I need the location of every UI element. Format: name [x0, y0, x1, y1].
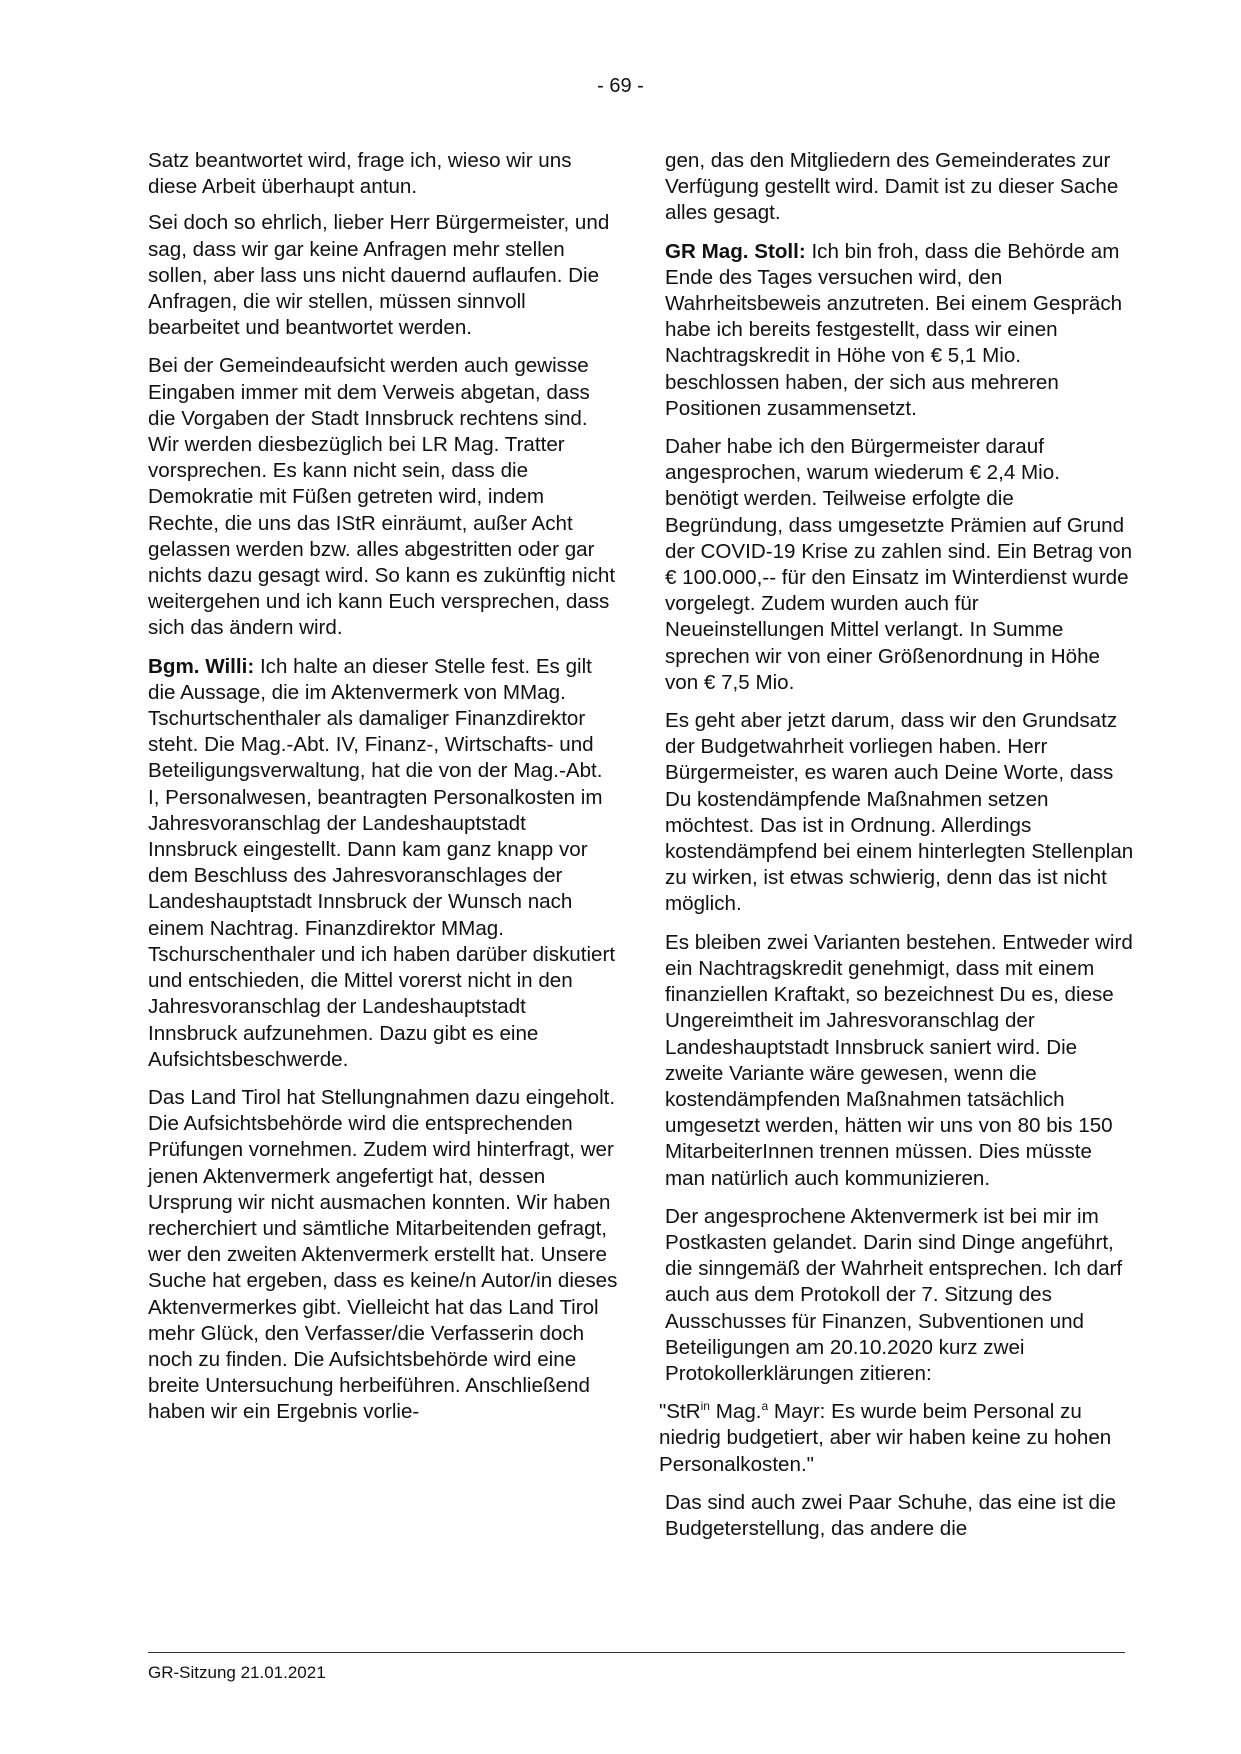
- paragraph: gen, das den Mitgliedern des Gemeinderates zur Verfügung gestellt wird. Damit ist zu dieser Sache alles gesagt.: [665, 149, 1119, 225]
- speech-text: Ich bin froh, dass die Behörde am Ende des Tages versuchen wird, den Wahrheitsbeweis anzutreten. Bei einem Gespräch habe ich bereits festgestellt, dass wir einen Nachtragskredit in Höhe von € 5,1 Mio. beschlossen haben, der sich aus mehreren Positionen zusammensetzt.: [665, 239, 1123, 420]
- speech-paragraph: [665, 239, 1135, 422]
- speech-paragraph: [148, 654, 618, 1073]
- speaker-name: GR Mag. Stoll:: [665, 239, 806, 263]
- footer-text: GR-Sitzung 21.01.2021: [148, 1663, 326, 1682]
- paragraph: Satz beantwortet wird, frage ich, wieso wir uns diese Arbeit überhaupt antun.: [148, 149, 572, 199]
- paragraph: Der angesprochene Aktenvermerk ist bei mir im Postkasten gelandet. Darin sind Dinge angeführt, die sinngemäß der Wahrheit entsprechen. Ich darf auch aus dem Protokoll der 7. Sitzung des Ausschusses für Finanzen, Subventionen und Beteiligungen am 20.10.2020 kurz zwei Protokollerklärungen zitieren:: [665, 1204, 1123, 1385]
- quote-paragraph: [659, 1399, 1135, 1478]
- paragraph: Daher habe ich den Bürgermeister darauf angesprochen, warum wiederum € 2,4 Mio. benötigt werden. Teilweise erfolgte die Begründung, dass umgesetzte Prämien auf Grund der COVID-19 Krise zu zahlen sind. Ein Betrag von € 100.000,-- für den Einsatz im Winterdienst wurde vorgelegt. Zudem wurden auch für Neueinstellungen Mittel verlangt. In Summe sprechen wir von einer Größenordnung in Höhe von € 7,5 Mio.: [665, 435, 1133, 694]
- left-column: [148, 148, 618, 1438]
- speaker-name: Bgm. Willi:: [148, 654, 255, 678]
- paragraph: Bei der Gemeindeaufsicht werden auch gewisse Eingaben immer mit dem Verweis abgetan, dass die Vorgaben der Stadt Innsbruck rechtens sind. Wir werden diesbezüglich bei LR Mag. Tratter vorsprechen. Es kann nicht sein, dass die Demokratie mit Füßen getreten wird, indem Rechte, die uns das IStR einräumt, außer Acht gelassen werden bzw. alles abgestritten oder gar nichts dazu gesagt wird. So kann es zukünftig nicht weitergehen und ich kann Euch versprechen, dass sich das ändern wird.: [148, 354, 616, 640]
- paragraph: Das sind auch zwei Paar Schuhe, das eine ist die Budgeterstellung, das andere die: [665, 1490, 1117, 1540]
- quote-text: "StR: [659, 1400, 701, 1424]
- page-number: - 69 -: [597, 75, 644, 97]
- paragraph: Sei doch so ehrlich, lieber Herr Bürgermeister, und sag, dass wir gar keine Anfragen mehr stellen sollen, aber lass uns nicht dauernd auflaufen. Die Anfragen, die wir stellen, müssen sinnvoll bearbeitet und beantwortet werden.: [148, 211, 610, 340]
- speech-text: Ich halte an dieser Stelle fest. Es gilt die Aussage, die im Aktenvermerk von MMag. Tschurtschenthaler als damaliger Finanzdirektor steht. Die Mag.-Abt. IV, Finanz-, Wirtschafts- und Beteiligungsverwaltung, hat die von der Mag.-Abt. I, Personalwesen, beantragten Personalkosten im Jahresvoranschlag der Landeshauptstadt Innsbruck eingestellt. Dann kam ganz knapp vor dem Beschluss des Jahresvoranschlages der Landeshauptstadt Innsbruck der Wunsch nach einem Nachtrag. Finanzdirektor MMag. Tschurschenthaler und ich haben darüber diskutiert und entschieden, die Mittel vorerst nicht in den Jahresvoranschlag der Landeshauptstadt Innsbruck aufzunehmen. Dazu gibt es eine Aufsichtsbeschwerde.: [148, 654, 616, 1071]
- paragraph: Es bleiben zwei Varianten bestehen. Entweder wird ein Nachtragskredit genehmigt, dass mit einem finanziellen Kraftakt, so bezeichnest Du es, diese Ungereimtheit im Jahresvoranschlag der Landeshauptstadt Innsbruck saniert wird. Die zweite Variante wäre gewesen, wenn die kostendämpfenden Maßnahmen tatsächlich umgesetzt werden, hätten wir uns von 80 bis 150 MitarbeiterInnen trennen müssen. Dies müsste man natürlich auch kommunizieren.: [665, 930, 1133, 1190]
- footer-divider: [148, 1652, 1125, 1653]
- quote-text: Mayr: Es wurde beim Personal zu niedrig budgetiert, aber wir haben keine zu hohen Personalkosten.": [659, 1400, 1112, 1476]
- right-column: [659, 148, 1135, 1554]
- superscript: a: [761, 1399, 769, 1414]
- paragraph: Das Land Tirol hat Stellungnahmen dazu eingeholt. Die Aufsichtsbehörde wird die entsprechenden Prüfungen vornehmen. Zudem wird hinterfragt, wer jenen Aktenvermerk angefertigt hat, dessen Ursprung wir nicht ausmachen konnten. Wir haben recherchiert und sämtliche Mitarbeitenden gefragt, wer den zweiten Aktenvermerk erstellt hat. Unsere Suche hat ergeben, dass es keine/n Autor/in dieses Aktenvermerkes gibt. Vielleicht hat das Land Tirol mehr Glück, den Verfasser/die Verfasserin doch noch zu finden. Die Aufsichtsbehörde wird eine breite Untersuchung herbeiführen. Anschließend haben wir ein Ergebnis vorlie-: [148, 1085, 618, 1424]
- superscript: in: [700, 1399, 710, 1414]
- paragraph: Es geht aber jetzt darum, dass wir den Grundsatz der Budgetwahrheit vorliegen haben. Herr Bürgermeister, es waren auch Deine Worte, dass Du kostendämpfende Maßnahmen setzen möchtest. Das ist in Ordnung. Allerdings kostendämpfend bei einem hinterlegten Stellenplan zu wirken, ist etwas schwierig, denn das ist nicht möglich.: [665, 709, 1134, 916]
- quote-text: Mag.: [709, 1400, 762, 1424]
